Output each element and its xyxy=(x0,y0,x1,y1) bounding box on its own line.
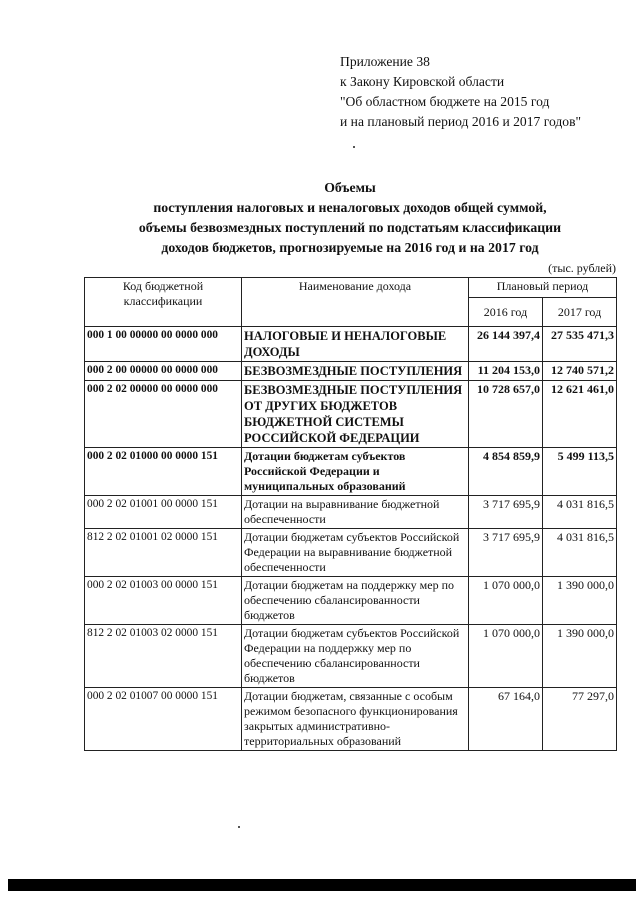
row-code: 812 2 02 01003 02 0000 151 xyxy=(85,625,242,688)
row-value-2016: 3 717 695,9 xyxy=(469,496,543,529)
table-header-row xyxy=(85,278,617,298)
table-row xyxy=(85,496,617,529)
header-2016: 2016 год xyxy=(469,298,543,327)
row-value-2016: 3 717 695,9 xyxy=(469,529,543,577)
title-line: Объемы xyxy=(324,180,376,195)
header-name: Наименование дохода xyxy=(242,278,469,327)
title-line: доходов бюджетов, прогнозируемые на 2016 год и на 2017 год xyxy=(161,240,539,255)
header-2017: 2017 год xyxy=(543,298,617,327)
row-value-2017: 27 535 471,3 xyxy=(543,327,617,362)
row-value-2017: 5 499 113,5 xyxy=(543,448,617,496)
scan-edge-bar xyxy=(8,879,636,891)
row-name: Дотации бюджетам на поддержку мер по обеспечению сбалансированности бюджетов xyxy=(242,577,469,625)
row-name: Дотации на выравнивание бюджетной обеспеченности xyxy=(242,496,469,529)
row-name: БЕЗВОЗМЕЗДНЫЕ ПОСТУПЛЕНИЯ xyxy=(242,362,469,381)
row-value-2017: 12 621 461,0 xyxy=(543,381,617,448)
row-value-2017: 4 031 816,5 xyxy=(543,529,617,577)
row-code: 000 2 02 01007 00 0000 151 xyxy=(85,688,242,751)
row-name: БЕЗВОЗМЕЗДНЫЕ ПОСТУПЛЕНИЯ ОТ ДРУГИХ БЮДЖЕТОВ БЮДЖЕТНОЙ СИСТЕМЫ РОССИЙСКОЙ ФЕДЕРАЦИИ xyxy=(242,381,469,448)
row-code: 812 2 02 01001 02 0000 151 xyxy=(85,529,242,577)
row-code: 000 1 00 00000 00 0000 000 xyxy=(85,327,242,362)
row-value-2017: 1 390 000,0 xyxy=(543,625,617,688)
scan-speck xyxy=(238,826,240,828)
header-period: Плановый период xyxy=(469,278,617,298)
table-row xyxy=(85,362,617,381)
row-value-2016: 10 728 657,0 xyxy=(469,381,543,448)
row-value-2017: 1 390 000,0 xyxy=(543,577,617,625)
row-name: Дотации бюджетам субъектов Российской Федерации на поддержку мер по обеспечению сбалансированности бюджетов xyxy=(242,625,469,688)
header-code: Код бюджетной классификации xyxy=(85,278,242,327)
row-code: 000 2 02 00000 00 0000 000 xyxy=(85,381,242,448)
appendix-line: Приложение 38 xyxy=(340,54,430,69)
row-value-2016: 4 854 859,9 xyxy=(469,448,543,496)
table-row xyxy=(85,529,617,577)
title-line: объемы безвозмездных поступлений по подстатьям классификации xyxy=(138,220,562,235)
row-name: Дотации бюджетам субъектов Российской Федерации и муниципальных образований xyxy=(242,448,469,496)
appendix-line: к Закону Кировской области xyxy=(340,74,505,89)
scan-speck xyxy=(353,146,355,148)
row-name: Дотации бюджетам субъектов Российской Федерации на выравнивание бюджетной обеспеченности xyxy=(242,529,469,577)
table-row xyxy=(85,688,617,751)
table-row xyxy=(85,327,617,362)
row-code: 000 2 00 00000 00 0000 000 xyxy=(85,362,242,381)
row-value-2017: 4 031 816,5 xyxy=(543,496,617,529)
appendix-line: "Об областном бюджете на 2015 год xyxy=(340,94,550,109)
units-note: (тыс. рублей) xyxy=(548,261,616,275)
row-name: Дотации бюджетам, связанные с особым режимом безопасного функционирования закрытых административно-территориальных образований xyxy=(242,688,469,751)
row-value-2016: 1 070 000,0 xyxy=(469,625,543,688)
row-value-2016: 1 070 000,0 xyxy=(469,577,543,625)
row-value-2016: 26 144 397,4 xyxy=(469,327,543,362)
appendix-note xyxy=(340,52,581,132)
table-row xyxy=(85,577,617,625)
document-title xyxy=(80,178,620,258)
row-value-2016: 67 164,0 xyxy=(469,688,543,751)
row-value-2017: 12 740 571,2 xyxy=(543,362,617,381)
row-value-2017: 77 297,0 xyxy=(543,688,617,751)
row-code: 000 2 02 01000 00 0000 151 xyxy=(85,448,242,496)
appendix-line: и на плановый период 2016 и 2017 годов" xyxy=(340,114,582,129)
row-name: НАЛОГОВЫЕ И НЕНАЛОГОВЫЕ ДОХОДЫ xyxy=(242,327,469,362)
row-code: 000 2 02 01001 00 0000 151 xyxy=(85,496,242,529)
revenue-table xyxy=(84,277,617,751)
row-code: 000 2 02 01003 00 0000 151 xyxy=(85,577,242,625)
table-row xyxy=(85,625,617,688)
row-value-2016: 11 204 153,0 xyxy=(469,362,543,381)
table-row xyxy=(85,448,617,496)
table-row xyxy=(85,381,617,448)
title-line: поступления налоговых и неналоговых доходов общей суммой, xyxy=(153,200,547,215)
